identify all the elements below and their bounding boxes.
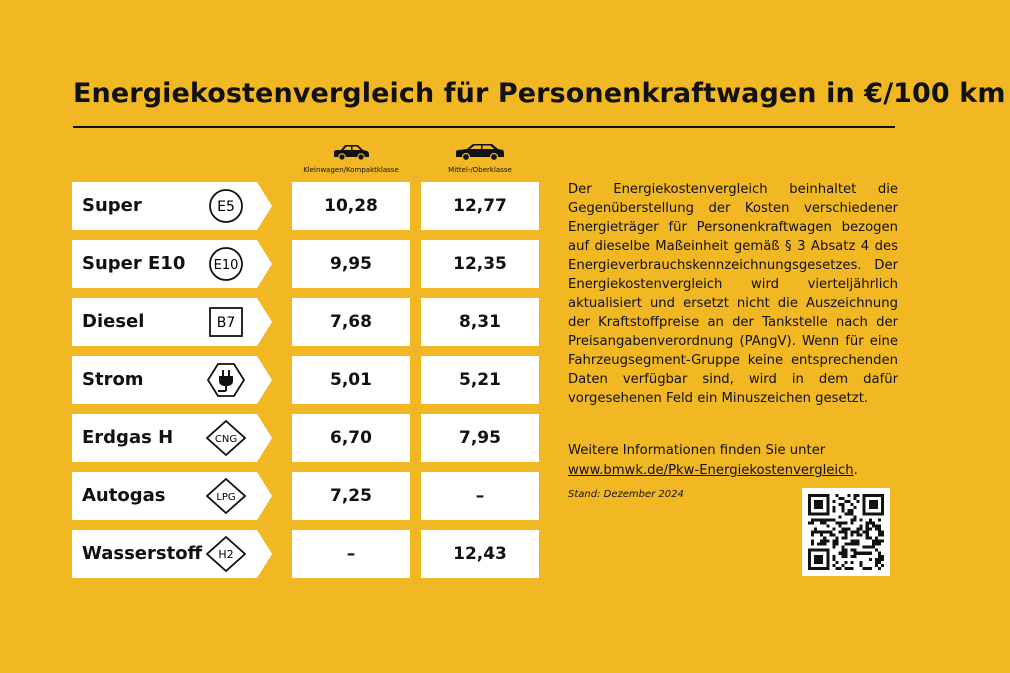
value-large: 8,31	[421, 298, 539, 346]
fuel-label	[72, 182, 272, 230]
fuel-label	[72, 530, 272, 578]
value-large: 12,43	[421, 530, 539, 578]
column-label-small: Kleinwagen/Kompaktklasse	[303, 166, 399, 174]
description-text: Der Energiekostenvergleich beinhaltet die Gegenüberstellung der Kosten verschiedener Energieträger für Personenkraftwagen bezogen auf dieselbe Maßeinheit gemäß § 3 Absatz 4 des Energieverbrauchskennzeichnungsgesetzes. Der Energiekostenvergleich wird vierteljährlich aktualisiert und ersetzt nicht die Auszeichnung der Kraftstoffpreise an der Tankstelle nach der Preisangabenverordnung (PAngV). Wenn für eine Fahrzeugsegment-Gruppe keine entsprechenden Daten verfügbar sind, wird in dem dafür vorgesehenen Feld ein Minuszeichen gesetzt.	[568, 182, 898, 406]
symbol-text: H2	[218, 548, 234, 561]
fuel-label	[72, 240, 272, 288]
fuel-label	[72, 414, 272, 462]
column-header-large	[421, 142, 539, 174]
symbol-text: CNG	[214, 434, 238, 445]
symbol-text: E10	[213, 258, 239, 273]
title-divider	[73, 126, 895, 128]
value-large: 12,77	[421, 182, 539, 230]
value-small: 10,28	[292, 182, 410, 230]
b7-symbol-icon	[206, 304, 246, 340]
fuel-label	[72, 356, 272, 404]
column-header-small	[292, 142, 410, 174]
h2-symbol-icon	[206, 536, 246, 572]
date-stamp: Stand: Dezember 2024	[568, 489, 684, 500]
e10-symbol-icon	[206, 246, 246, 282]
value-small: 6,70	[292, 414, 410, 462]
column-label-large: Mittel-/Oberklasse	[448, 166, 512, 174]
more-info	[568, 441, 898, 481]
page-title: Energiekostenvergleich für Personenkraftwagen in €/100 km	[73, 78, 1006, 109]
value-small: 5,01	[292, 356, 410, 404]
plug-icon	[206, 362, 246, 398]
fuel-name: Diesel	[82, 311, 145, 332]
link-suffix: .	[853, 463, 858, 478]
qr-code-icon[interactable]	[802, 488, 890, 576]
symbol-text: B7	[216, 315, 236, 331]
info-link[interactable]: www.bmwk.de/Pkw-Energiekostenvergleich	[568, 463, 854, 478]
cng-symbol-icon	[206, 420, 246, 456]
large-car-icon	[454, 142, 506, 162]
value-small: 7,25	[292, 472, 410, 520]
e5-symbol-icon	[206, 188, 246, 224]
fuel-name: Super	[82, 195, 142, 216]
value-large: 7,95	[421, 414, 539, 462]
value-large: 5,21	[421, 356, 539, 404]
fuel-label	[72, 472, 272, 520]
value-large: 12,35	[421, 240, 539, 288]
more-info-text: Weitere Informationen finden Sie unter	[568, 443, 826, 458]
value-small: 9,95	[292, 240, 410, 288]
value-large: –	[421, 472, 539, 520]
fuel-name: Erdgas H	[82, 427, 174, 448]
fuel-name: Wasserstoff	[82, 543, 203, 564]
value-small: 7,68	[292, 298, 410, 346]
fuel-name: Strom	[82, 369, 144, 390]
symbol-text: E5	[217, 199, 235, 215]
lpg-symbol-icon	[206, 478, 246, 514]
small-car-icon	[331, 142, 371, 162]
fuel-label	[72, 298, 272, 346]
value-small: –	[292, 530, 410, 578]
fuel-name: Autogas	[82, 485, 166, 506]
symbol-text: LPG	[216, 492, 236, 503]
fuel-name: Super E10	[82, 253, 186, 274]
